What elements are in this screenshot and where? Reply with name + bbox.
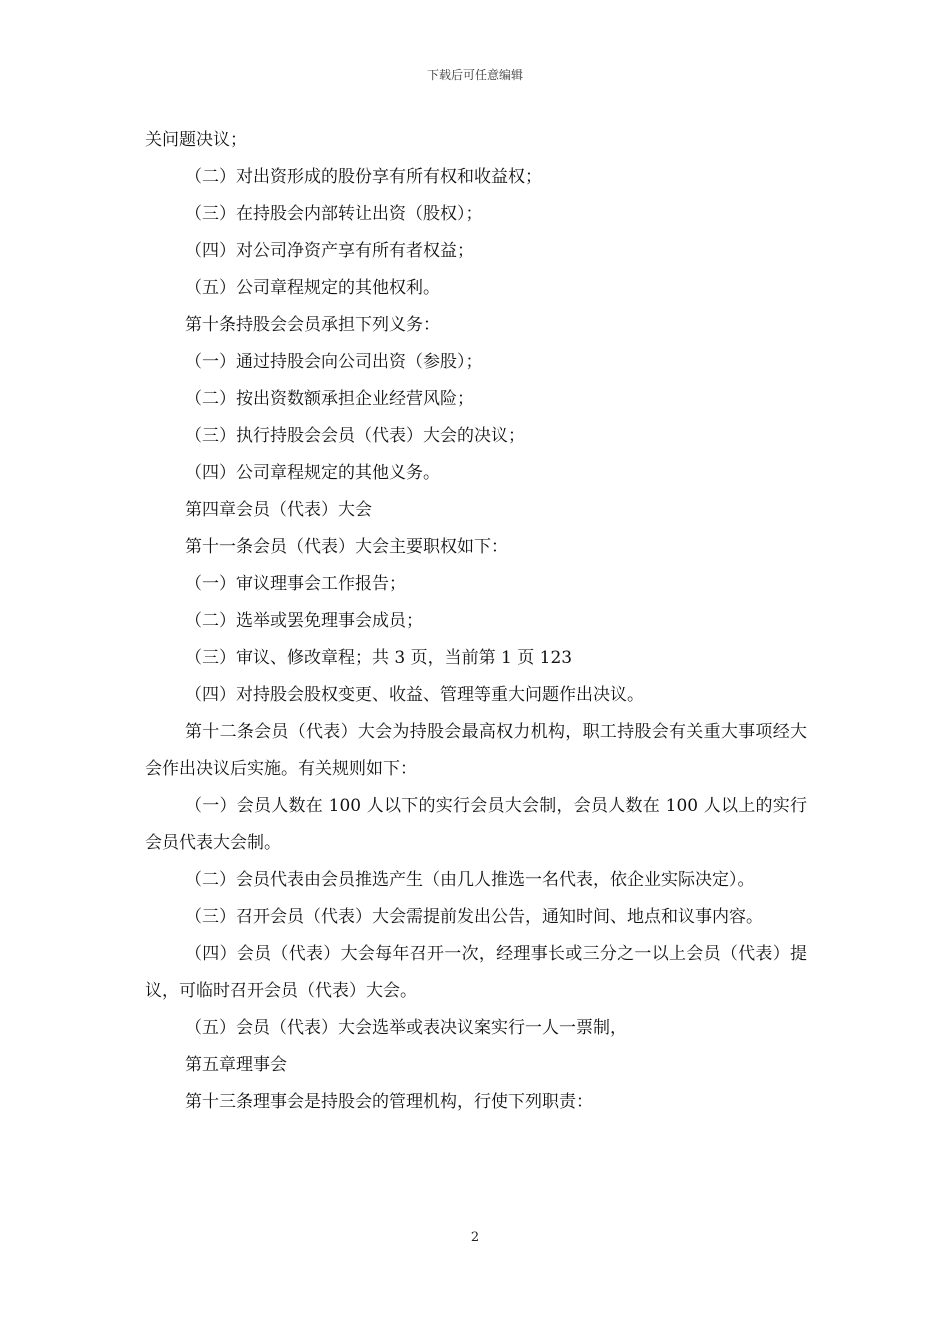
list-item: （二）按出资数额承担企业经营风险； <box>185 389 474 409</box>
list-item: （四）对持股会股权变更、收益、管理等重大问题作出决议。 <box>185 685 644 705</box>
list-item: （一）会员人数在 100 人以下的实行会员大会制，会员人数在 100 人以上的实行会员代表大会制。 <box>145 796 807 853</box>
article-heading: 第十条持股会会员承担下列义务： <box>185 315 440 335</box>
chapter-heading: 第四章会员（代表）大会 <box>185 500 372 520</box>
chapter-heading: 第五章理事会 <box>185 1055 287 1075</box>
list-item: （一）通过持股会向公司出资（参股）； <box>185 352 483 372</box>
list-item: （四）公司章程规定的其他义务。 <box>185 463 440 483</box>
list-item: （三）审议、修改章程；共 3 页，当前第 1 页 123 <box>185 648 573 668</box>
list-item: （五）会员（代表）大会选举或表决议案实行一人一票制， <box>185 1018 627 1038</box>
article-heading: 第十三条理事会是持股会的管理机构，行使下列职责： <box>185 1092 593 1112</box>
article-paragraph: 第十二条会员（代表）大会为持股会最高权力机构，职工持股会有关重大事项经大会作出决议后实施。有关规则如下： <box>145 722 807 779</box>
list-item: （一）审议理事会工作报告； <box>185 574 406 594</box>
list-item: （三）执行持股会会员（代表）大会的决议； <box>185 426 525 446</box>
article-heading: 第十一条会员（代表）大会主要职权如下： <box>185 537 508 557</box>
list-item: （二）会员代表由会员推选产生（由几人推选一名代表，依企业实际决定）。 <box>185 870 755 890</box>
page-header: 下载后可任意编辑 <box>426 68 523 82</box>
list-item: （五）公司章程规定的其他权利。 <box>185 278 440 298</box>
list-item: （四）对公司净资产享有所有者权益； <box>185 241 474 261</box>
paragraph-continuation: 关问题决议； <box>145 130 247 150</box>
list-item: （四）会员（代表）大会每年召开一次，经理事长或三分之一以上会员（代表）提议，可临时召开会员（代表）大会。 <box>145 944 807 1001</box>
page-number: 2 <box>470 1230 480 1245</box>
document-body <box>145 122 807 1121</box>
list-item: （二）对出资形成的股份享有所有权和收益权； <box>185 167 542 187</box>
list-item: （三）在持股会内部转让出资（股权）； <box>185 204 483 224</box>
list-item: （二）选举或罢免理事会成员； <box>185 611 423 631</box>
list-item: （三）召开会员（代表）大会需提前发出公告，通知时间、地点和议事内容。 <box>185 907 763 927</box>
